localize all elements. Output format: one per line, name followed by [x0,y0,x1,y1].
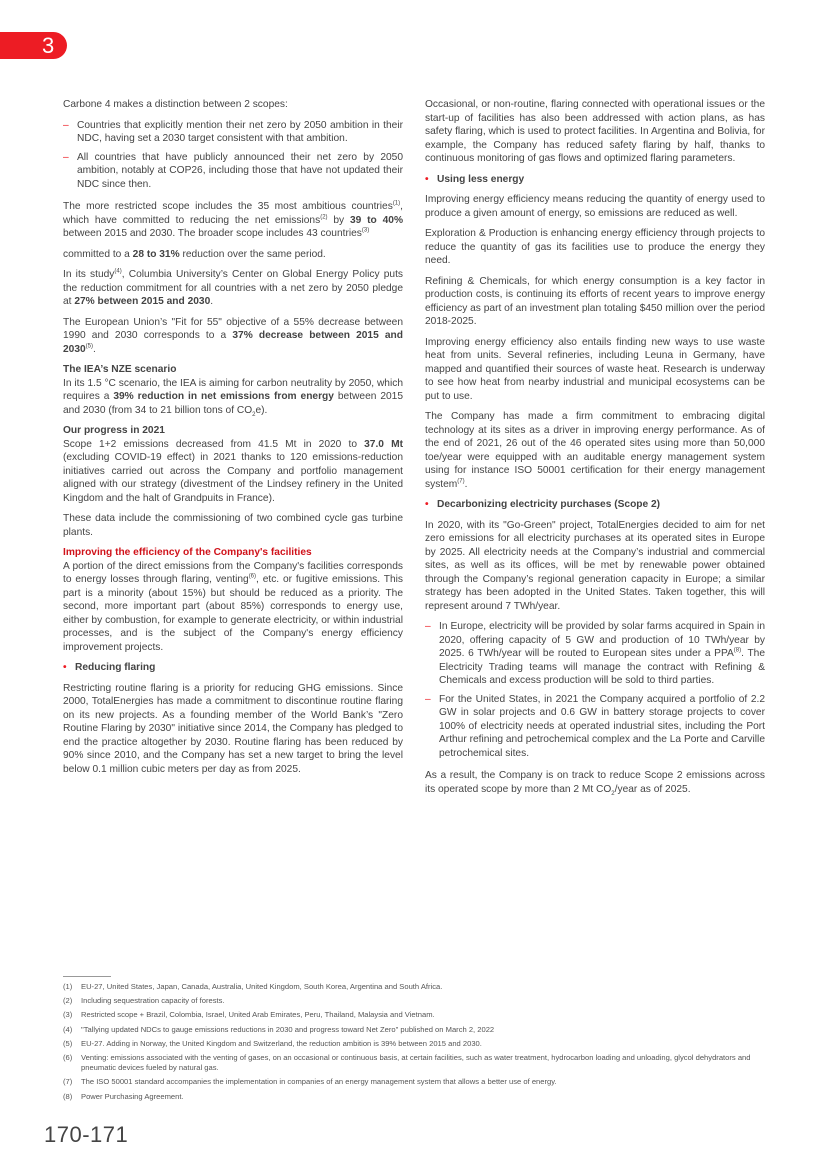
footnote-rule [63,976,111,977]
left-column [63,98,403,783]
exploration-paragraph: Exploration & Production is enhancing energy efficiency through projects to reduce the quantity of gas its facilities use to produce the energy they need. [425,228,765,266]
flaring-heading: • Reducing flaring [63,661,403,675]
flaring-paragraph: Restricting routine flaring is a priority for reducing GHG emissions. Since 2000, TotalEnergies has made a commitment to discontinue routine flaring on its new projects. As a founding member of the World Bank’s "Zero Routine Flaring by 2030" initiative since 2014, the Company has pledged to end the practice altogether by 2030. Routine flaring has been reduced by 90% since 2010, and the Company has set a new target to bring the level below 0.1 million cubic meters per day as from 2025. [63,682,403,775]
restricted-scope-paragraph: The more restricted scope includes the 35 most ambitious countries$^{(1)}$, which have committed to reducing the net emissions$^{(2)}$ by 39 to 40% between 2015 and 2030. The broader scope includes 43 countries$^{(3)}$ [63,200,403,239]
waste-heat-paragraph: Improving energy efficiency also entails finding new ways to use waste heat from units. Several refineries, including Leuna in Germany, have mapped and quantified their sources of waste heat. Research is underway to see how heat from nearby industrial and municipal ecosystems can be put to use. [425,336,765,402]
efficiency-heading: Improving the efficiency of the Company's facilities [63,547,312,558]
footnote: (6) Venting: emissions associated with the venting of gases, on an occasional or continuous basis, at certain facilities, such as water treatment, hydrocarbon loading and unloading, glycol dehydrators and pneumatic devices fueled by natural gas. [63,1053,751,1073]
digital-paragraph: The Company has made a firm commitment to embracing digital technology at its sites as a driver in improving energy performance. As of the end of 2021, 26 out of the 46 operated sites using more than 50,000 toe/year were equipped with an auditable energy management system using for instance ISO 50001 certification for their energy management system$^{(7)}$. [425,411,765,490]
footnote: (4) "Tallying updated NDCs to gauge emissions reductions in 2030 and progress toward Net Zero" published on March 2, 2022 [63,1024,495,1034]
europe-item: – In Europe, electricity will be provided by solar farms acquired in Spain in 2020, offering capacity of 5 GW and production of 10 TWh/year by 2025. 6 TWh/year will be routed to European sites under a PPA$^{(8)}$. The Electricity Trading teams will manage the contract with Refining & Chemicals and excess production will be sold to third parties. [425,620,765,688]
footnote: (1) EU-27, United States, Japan, Canada, Australia, United Kingdom, South Korea, Argentina and South Africa. [63,982,443,991]
chapter-tab [0,32,67,59]
footnote: (3) Restricted scope + Brazil, Colombia, Israel, United Arab Emirates, Peru, Thailand, Malaysia and Vietnam. [63,1010,435,1020]
energy-paragraph: Improving energy efficiency means reducing the quantity of energy used to produce a given amount of energy, so emissions are reduced as well. [425,194,765,219]
broader-scope-paragraph: committed to a 28 to 31% reduction over the same period. [63,248,326,260]
go-green-paragraph: In 2020, with its "Go-Green" project, TotalEnergies decided to aim for net zero emissions for all electricity purchases at its operated sites in Europe by 2025. All electricity needs at the Company’s industrial and commercial sites, as well as its offices, will be met by renewable power obtained through the Company’s regional generation capacity in Europe; a similar strategy has been adopted in the United States. Taken together, this will represent around 7 TWh/year. [425,519,765,612]
progress-paragraph: Scope 1+2 emissions decreased from 41.5 Mt in 2020 to 37.0 Mt (excluding COVID-19 effect) in 2021 thanks to 120 emissions-reduction initiatives carried out across the Company and portfolio management aligned with our strategy (divestment of the Lindsey refinery in the United Kingdom and the halt of Grandpuits in France). [63,438,403,504]
scopes-intro: Carbone 4 makes a distinction between 2 scopes: [63,99,288,110]
footnote: (5) EU-27. Adding in Norway, the United Kingdom and Switzerland, the reduction ambition is 39% between 2015 and 2030. [63,1038,482,1048]
footnote: (7) The ISO 50001 standard accompanies the implementation in companies of an energy management system that allows a better use of energy. [63,1077,557,1087]
energy-heading: • Using less energy [425,173,765,187]
chapter-number: 3 [42,33,55,58]
non-routine-flaring-paragraph: Occasional, or non-routine, flaring connected with operational issues or the start-up of facilities has also been addressed with action plans, as has safety flaring, which is used to protect facilities. In Argentina and Bolivia, for example, the Company has reduced safety flaring by half, thanks to continuous monitoring of gas flows and optimized flaring parameters. [425,99,765,164]
footnote: (8) Power Purchasing Agreement. [63,1091,184,1101]
ccgt-paragraph: These data include the commissioning of two combined cycle gas turbine plants. [63,513,403,538]
footnote: (2) Including sequestration capacity of forests. [63,996,225,1006]
scope2-result-paragraph: As a result, the Company is on track to reduce Scope 2 emissions across its operated scope by more than 2 Mt $CO_2$/year as of 2025. [425,770,765,797]
columbia-paragraph: In its study$^{(4)}$, Columbia University’s Center on Global Energy Policy puts the reduction commitment for all countries with a net zero by 2050 pledge at 27% between 2015 and 2030. [63,268,404,307]
scope-item: – Countries that explicitly mention their net zero by 2050 ambition in their NDC, having set a 2030 target consistent with that ambition. [63,119,403,146]
efficiency-paragraph: A portion of the direct emissions from the Company's facilities corresponds to energy losses through flaring, venting$^{(6)}$, etc. or fugitive emissions. This part is a minority (about 15%) but should be reduced as a priority. The second, more important part (about 85%) corresponds to energy use, either by combustion, for example to generate electricity, or within industrial processes, and is the subject of the Company's energy efficiency improvement projects. [63,560,403,653]
progress-heading: Our progress in 2021 [63,425,165,436]
page-number: 170-171 [44,1122,129,1147]
electricity-heading: • Decarbonizing electricity purchases (Scope 2) [425,498,765,512]
iea-paragraph: In its 1.5 °C scenario, the IEA is aiming for carbon neutrality by 2050, which requires a 39% reduction in net emissions from energy between 2015 and 2030 (from 34 to 21 billion tons of $CO_2e$). [63,377,403,418]
refining-paragraph: Refining & Chemicals, for which energy consumption is a key factor in production costs, is continuing its efforts of recent years to improve energy efficiency as part of an investment plan totaling $450 million over the period 2018-2025. [425,275,765,327]
footnotes [63,982,773,1106]
eu-paragraph: The European Union’s "Fit for 55" objective of a 55% decrease between 1990 and 2030 corresponds to a 37% decrease between 2015 and 2030$^{(5)}$. [63,316,404,355]
scope-item: – All countries that have publicly announced their net zero by 2050 ambition, notably at COP26, including those that have not updated their NDC since then. [63,151,403,192]
us-item: – For the United States, in 2021 the Company acquired a portfolio of 2.2 GW in solar projects and 0.6 GW in battery storage projects to cover 100% of electricity needs at operated industrial sites, including the Port Arthur refining and petrochemical complex and the La Porte and Carville petrochemical sites. [425,693,765,761]
iea-heading: The IEA’s NZE scenario [63,364,177,375]
right-column [425,98,765,803]
